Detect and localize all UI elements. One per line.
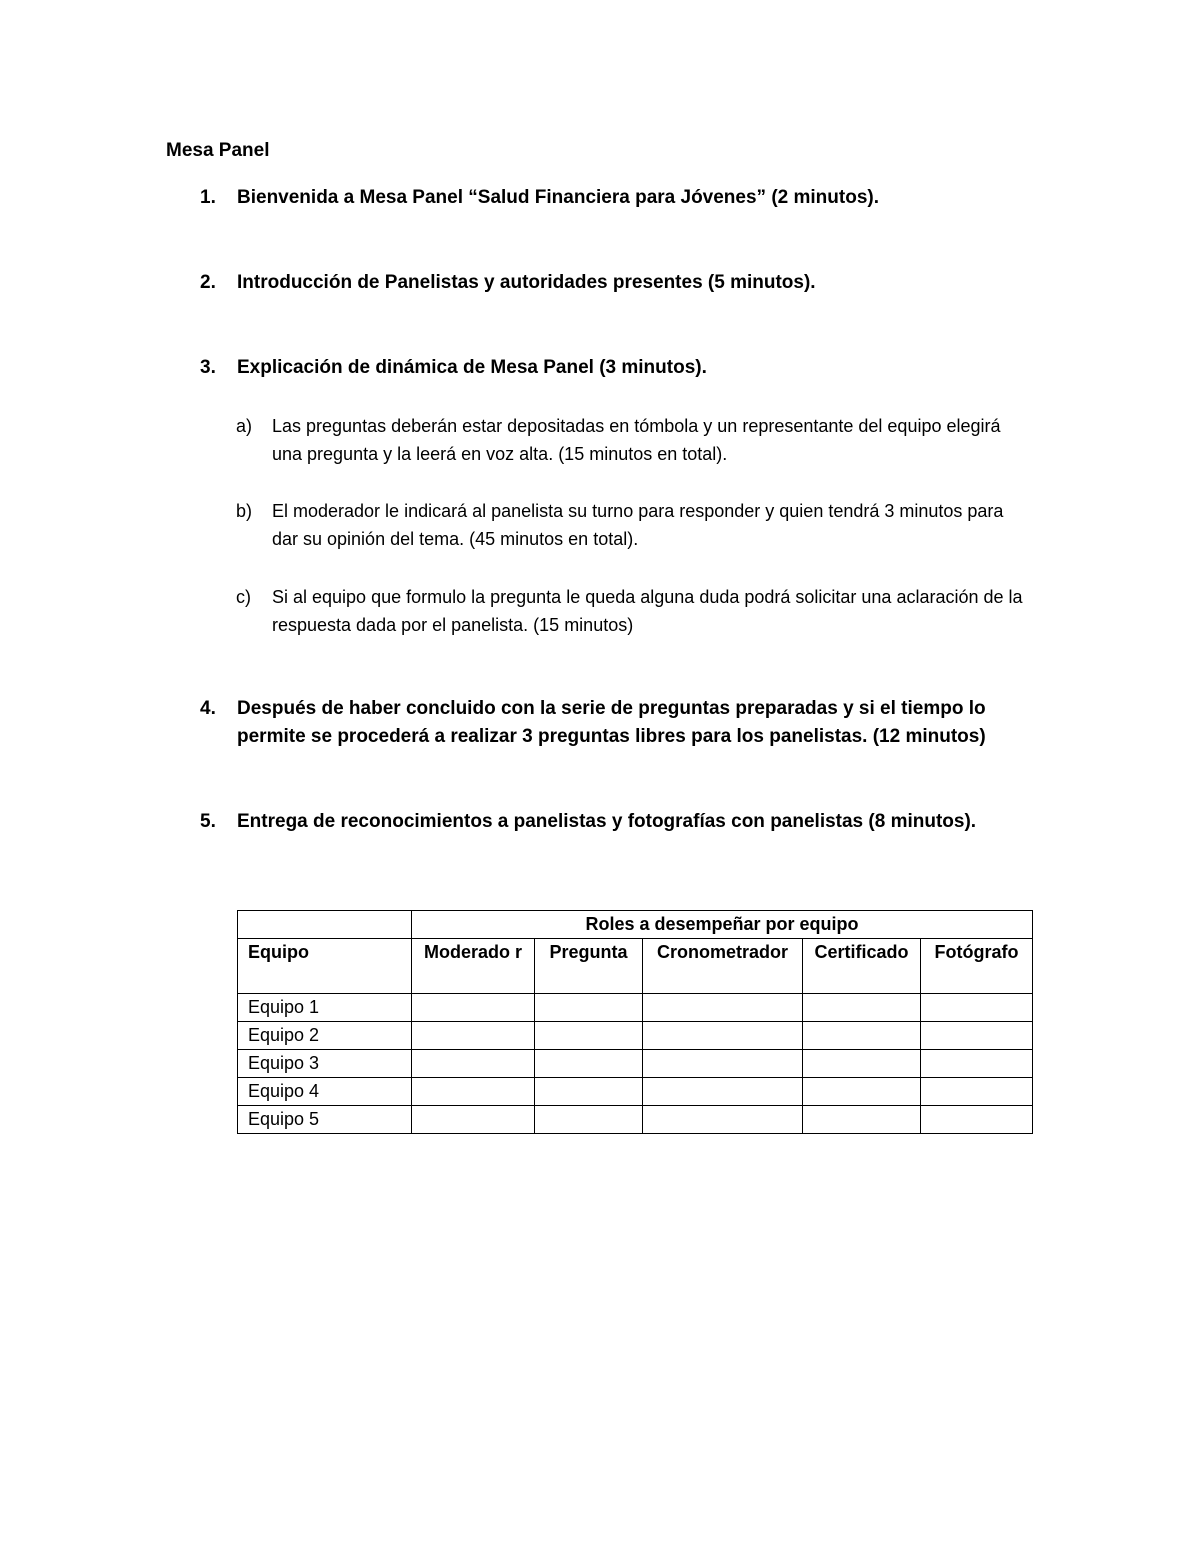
table-row (238, 1050, 1033, 1078)
sub-item-text: Las preguntas deberán estar depositadas en tómbola y un representante del equipo elegirá una pregunta y la leerá en voz alta. (15 minutos en total). (272, 416, 1001, 464)
table-row (238, 1022, 1033, 1050)
table-cell (803, 1078, 921, 1106)
table-cell (535, 994, 643, 1022)
item-text: Explicación de dinámica de Mesa Panel (3 minutos). (237, 357, 707, 378)
row-label: Equipo 5 (238, 1106, 412, 1134)
table-cell (921, 1050, 1033, 1078)
table-row (238, 994, 1033, 1022)
item-text: Introducción de Panelistas y autoridades presentes (5 minutos). (237, 272, 816, 293)
sub-item-text: El moderador le indicará al panelista su turno para responder y quien tendrá 3 minutos para dar su opinión del tema. (45 minutos en total). (272, 501, 1004, 549)
table-cell (921, 1106, 1033, 1134)
table-cell (412, 1022, 535, 1050)
row-label: Equipo 2 (238, 1022, 412, 1050)
item-text: Bienvenida a Mesa Panel “Salud Financiera para Jóvenes” (2 minutos). (237, 187, 879, 208)
table-cell (535, 1078, 643, 1106)
group-header: Roles a desempeñar por equipo (412, 911, 1033, 939)
column-header-certificado: Certificado (803, 939, 921, 994)
table-row (238, 1078, 1033, 1106)
sub-item-label: a) (236, 416, 253, 436)
sub-item-label: b) (236, 501, 253, 521)
table-row (238, 1106, 1033, 1134)
table-group-header-row (238, 911, 1033, 939)
table-cell (643, 1078, 803, 1106)
item-number: 3. (200, 357, 216, 378)
column-header-pregunta: Pregunta (535, 939, 643, 994)
table-cell (412, 1078, 535, 1106)
table-cell (803, 994, 921, 1022)
roles-table (237, 910, 1033, 1134)
sub-item-text: Si al equipo que formulo la pregunta le queda alguna duda podrá solicitar una aclaración de la respuesta dada por el panelista. (15 minutos) (272, 587, 1023, 635)
item-number: 4. (200, 698, 216, 719)
table-cell (921, 1078, 1033, 1106)
column-header-moderador: Moderado r (412, 939, 535, 994)
row-label: Equipo 1 (238, 994, 412, 1022)
table-cell (535, 1106, 643, 1134)
sub-item-label: c) (236, 587, 251, 607)
table-cell (643, 1106, 803, 1134)
table-cell (412, 1106, 535, 1134)
item-number: 5. (200, 811, 216, 832)
column-header-equipo: Equipo (238, 939, 412, 994)
table-cell (803, 1106, 921, 1134)
table-cell (921, 1022, 1033, 1050)
column-header-fotografo: Fotógrafo (921, 939, 1033, 994)
table-cell (412, 994, 535, 1022)
row-label: Equipo 3 (238, 1050, 412, 1078)
table-cell (535, 1050, 643, 1078)
table-cell (803, 1022, 921, 1050)
table-cell (643, 1050, 803, 1078)
table-cell (412, 1050, 535, 1078)
item-text: Después de haber concluido con la serie de preguntas preparadas y si el tiempo lo permite se procederá a realizar 3 preguntas libres para los panelistas. (12 minutos) (237, 698, 986, 747)
table-cell (803, 1050, 921, 1078)
table-cell (535, 1022, 643, 1050)
table-corner-cell (238, 911, 412, 939)
table-cell (643, 994, 803, 1022)
column-header-cronometrador: Cronometrador (643, 939, 803, 994)
item-number: 1. (200, 187, 216, 208)
row-label: Equipo 4 (238, 1078, 412, 1106)
table-header-row (238, 939, 1033, 994)
table-cell (921, 994, 1033, 1022)
document-title: Mesa Panel (166, 140, 270, 161)
table-cell (643, 1022, 803, 1050)
item-text: Entrega de reconocimientos a panelistas y fotografías con panelistas (8 minutos). (237, 811, 977, 832)
item-number: 2. (200, 272, 216, 293)
